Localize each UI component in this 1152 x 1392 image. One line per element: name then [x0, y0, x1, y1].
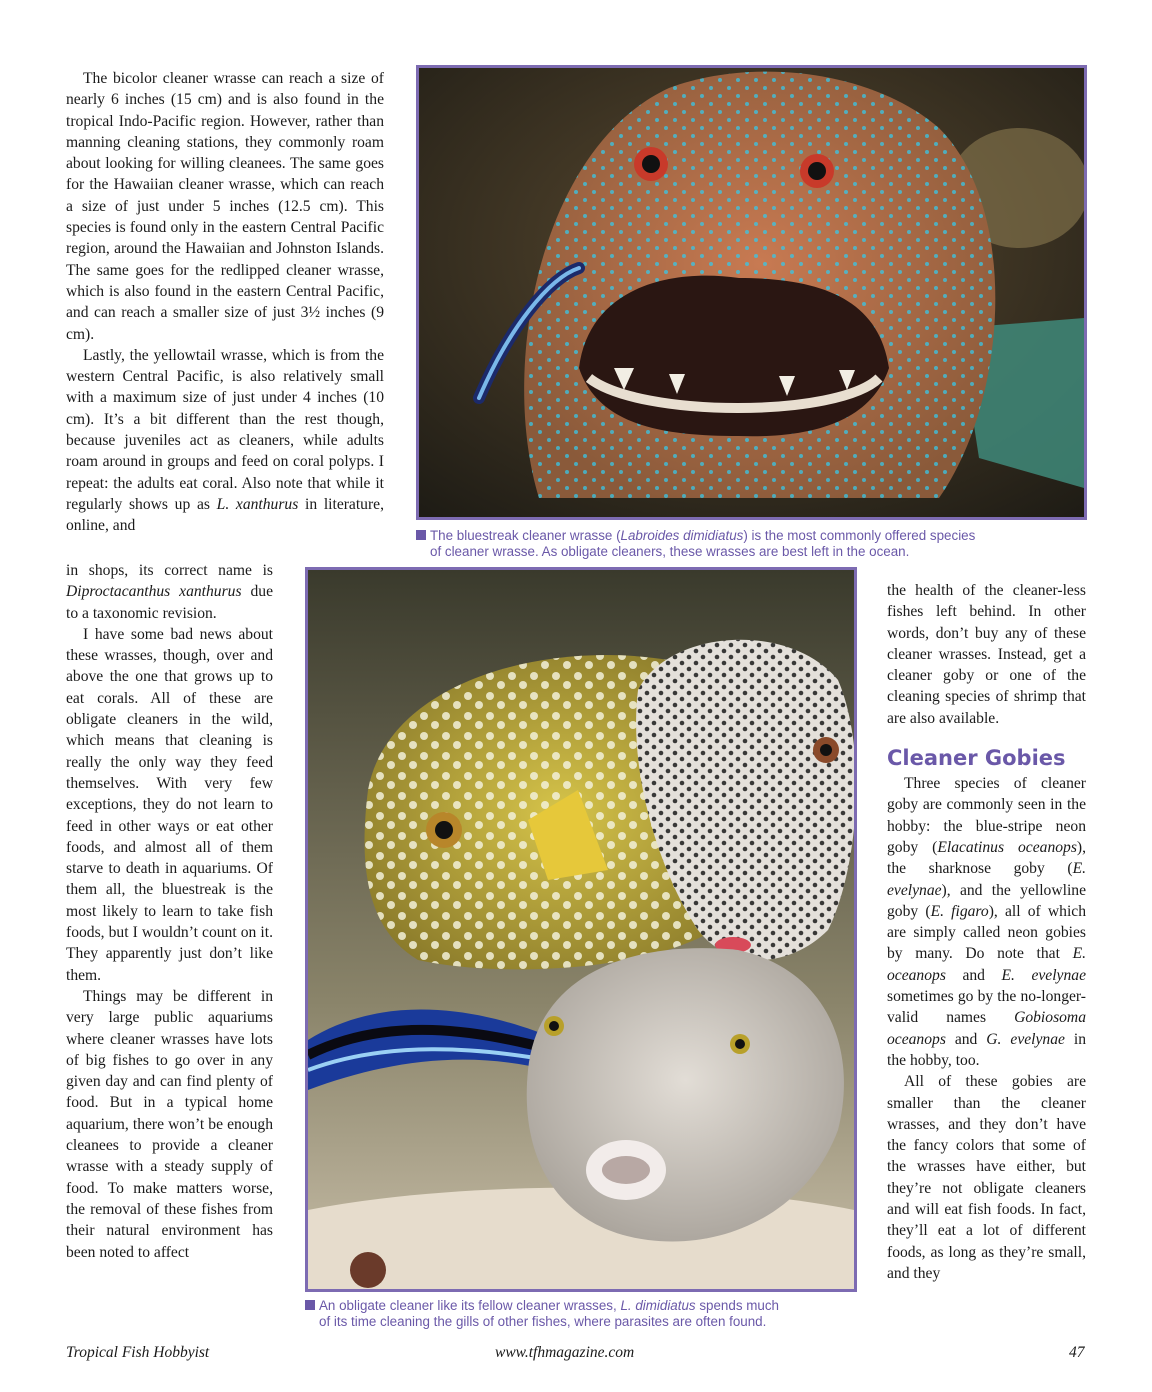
left-column-top: [66, 68, 384, 537]
paragraph-yellowtail: Lastly, the yellowtail wrasse, which is from the western Central Pacific, is also relatively small with a maximum size of just under 4 inches (10 cm). It’s a bit different than the rest though, because juveniles act as cleaners, while adults roam around in groups and feed on coral polyps. I repeat: the adults eat coral. Also note that while it regularly shows up as L. xanthurus in literature, online, and: [66, 346, 384, 535]
grouper-illustration: [419, 68, 1084, 517]
paragraph-right-continuation: the health of the cleaner-less fishes left behind. In other words, don’t buy any of these cleaner wrasses. Instead, get a cleaner goby or one of the cleaning species of shrimp that are also available.: [887, 582, 1086, 727]
paragraph-public-aquariums: Things may be different in very large public aquariums where cleaner wrasses have lots of big fishes to go over in any given day and can find plenty of food. But in a typical home aquarium, there won’t be enough cleanees to provide a cleaner wrasse with a steady supply of food. To make matters worse, the removal of these fishes from their natural environment has been noted to affect: [66, 987, 273, 1261]
footer-url: www.tfhmagazine.com: [495, 1344, 635, 1361]
top-photo-caption: The bluestreak cleaner wrasse (Labroides dimidiatus) is the most commonly offered species of cleaner wrasse. As obligate cleaners, these wrasses are best left in the ocean.: [416, 528, 1096, 559]
paragraph-continuation: in shops, its correct name is Diproctacanthus xanthurus due to a taxonomic revision.: [66, 562, 273, 622]
section-heading-cleaner-gobies: Cleaner Gobies: [887, 746, 1066, 771]
left-column-bottom: [66, 560, 273, 1263]
page-number: 47: [1069, 1344, 1085, 1361]
paragraph-bicolor: The bicolor cleaner wrasse can reach a size of nearly 6 inches (15 cm) and is also found in the tropical Indo-Pacific region. However, rather than manning cleaning stations, they commonly roam about looking for willing cleanees. The same goes for the Hawaiian cleaner wrasse, which can reach a size of just under 5 inches (12.5 cm). This species is found only in the eastern Central Pacific region, around the Hawaiian and Johnston Islands. The same goes for the redlipped cleaner wrasse, which is also found in the eastern Central Pacific, and can reach a smaller size of just 3½ inches (9 cm).: [66, 70, 384, 343]
bottom-photo-caption: An obligate cleaner like its fellow cleaner wrasses, L. dimidiatus spends much of its time cleaning the gills of other fishes, where parasites are often found.: [305, 1298, 865, 1329]
footer-magazine-name: Tropical Fish Hobbyist: [66, 1344, 210, 1361]
right-column: [887, 580, 1086, 1284]
grouper-cleaner-photo: [416, 65, 1087, 520]
paragraph-goby-species: Three species of cleaner goby are commonly seen in the hobby: the blue-stripe neon goby (Elacatinus oceanops), the sharknose goby (E. evelynae), and the yellowline goby (E. figaro), all of which are simply called neon gobies by many. Do note that E. oceanops and E. evelynae sometimes go by the no-longer-valid names Gobiosoma oceanops and G. evelynae in the hobby, too.: [887, 775, 1087, 1069]
pufferfish-illustration: [308, 570, 854, 1289]
paragraph-goby-size: All of these gobies are smaller than the cleaner wrasses, and they don’t have the fancy colors that some of the wrasses have either, but they’re not obligate cleaners and will eat fish foods. In fact, they’ll eat a lot of different foods, as long as they’re small, and they: [887, 1073, 1086, 1282]
caption-bullet-icon: [305, 1300, 315, 1310]
caption-bullet-icon: [416, 530, 426, 540]
pufferfish-cleaner-photo: [305, 567, 857, 1292]
paragraph-bad-news: I have some bad news about these wrasses, though, over and above the one that grows up to eat corals. All of these are obligate cleaners in the wild, which means that cleaning is really the only way they feed themselves. With very few exceptions, they do not learn to feed in other ways or eat other foods, and almost all of them starve to death in aquariums. Of them all, the bluestreak is the most likely to learn to take fish foods, but I wouldn’t count on it. They apparently just don’t like them.: [66, 625, 273, 984]
